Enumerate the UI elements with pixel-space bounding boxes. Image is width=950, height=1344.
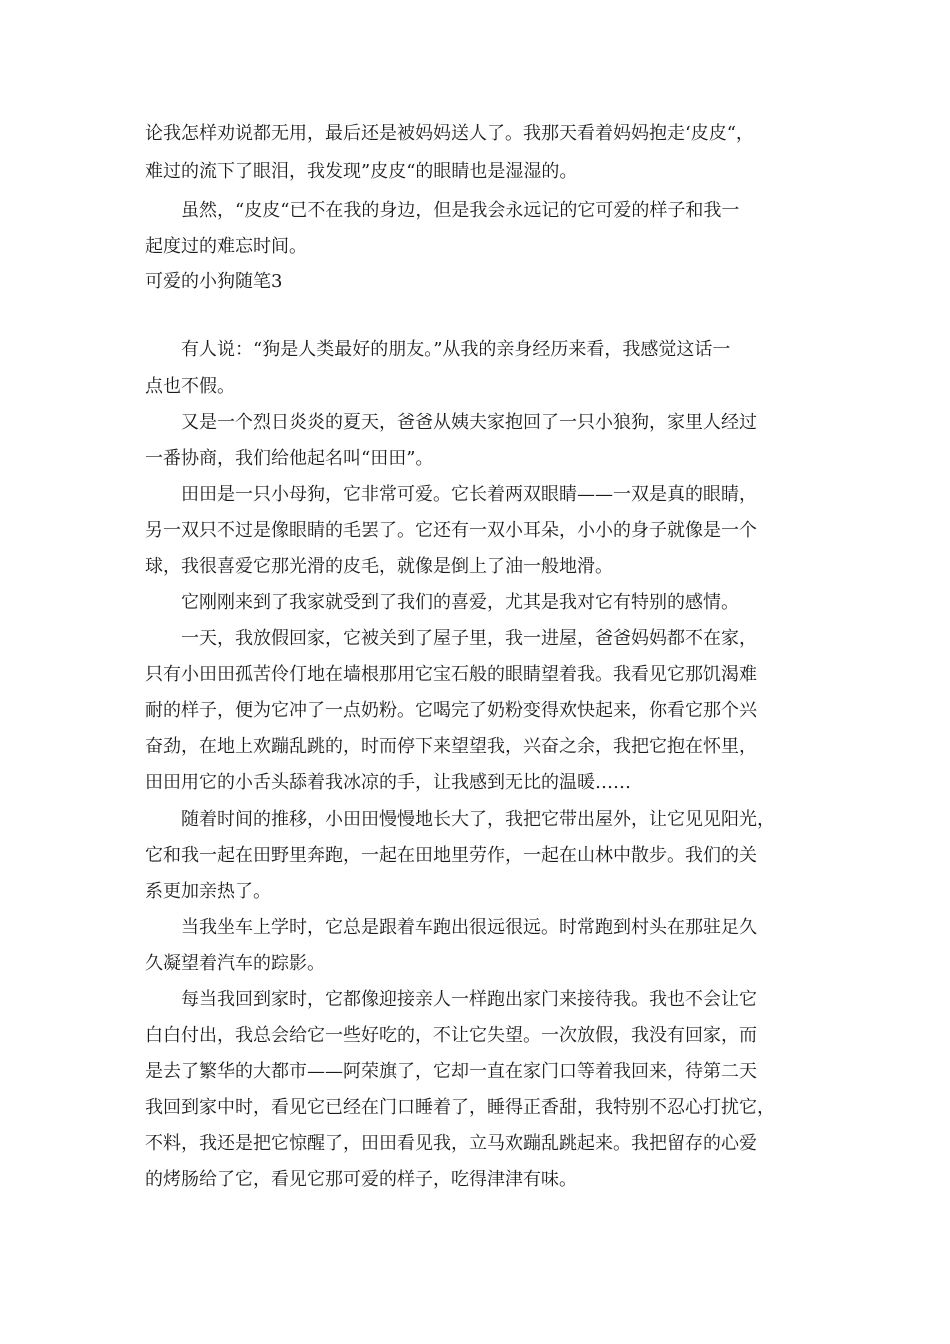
text-line: 点也不假。 (145, 376, 235, 397)
text-line: 耐的样子，便为它冲了一点奶粉。它喝完了奶粉变得欢快起来，你看它那个兴 (145, 700, 757, 721)
text-line: 是去了繁华的大都市——阿荣旗了，它却一直在家门口等着我回来，待第二天 (145, 1061, 757, 1082)
text-line: 起度过的难忘时间。 (145, 236, 307, 257)
text-line: 只有小田田孤苦伶仃地在墙根那用它宝石般的眼睛望着我。我看见它那饥渴难 (145, 664, 757, 685)
text-line: 论我怎样劝说都无用，最后还是被妈妈送人了。我那天看着妈妈抱走‘皮皮“， (145, 123, 754, 144)
text-line: 田田是一只小母狗，它非常可爱。它长着两双眼睛——一双是真的眼睛， (145, 484, 757, 505)
text-line: 一番协商，我们给他起名叫“田田”。 (145, 448, 434, 469)
text-line: 另一双只不过是像眼睛的毛罢了。它还有一双小耳朵，小小的身子就像是一个 (145, 520, 757, 541)
text-line: 的烤肠给了它，看见它那可爱的样子，吃得津津有味。 (145, 1169, 577, 1190)
section-heading: 可爱的小狗随笔3 (145, 271, 283, 292)
text-line: 有人说：“狗是人类最好的朋友。”从我的亲身经历来看，我感觉这话一 (145, 339, 731, 360)
text-line: 它和我一起在田野里奔跑，一起在田地里劳作，一起在山林中散步。我们的关 (145, 845, 757, 866)
text-line: 又是一个烈日炎炎的夏天，爸爸从姨夫家抱回了一只小狼狗，家里人经过 (145, 412, 757, 433)
text-line: 奋劲，在地上欢蹦乱跳的，时而停下来望望我，兴奋之余，我把它抱在怀里， (145, 736, 757, 757)
text-line: 当我坐车上学时，它总是跟着车跑出很远很远。时常跑到村头在那驻足久 (145, 917, 757, 938)
text-line: 虽然，“皮皮“已不在我的身边，但是我会永远记的它可爱的样子和我一 (145, 200, 740, 221)
text-line: 随着时间的推移，小田田慢慢地长大了，我把它带出屋外，让它见见阳光， (145, 809, 775, 830)
text-line: 我回到家中时，看见它已经在门口睡着了，睡得正香甜，我特别不忍心打扰它， (145, 1097, 775, 1118)
text-line: 每当我回到家时，它都像迎接亲人一样跑出家门来接待我。我也不会让它 (145, 989, 757, 1010)
text-line: 它刚刚来到了我家就受到了我们的喜爱，尤其是我对它有特别的感情。 (145, 592, 739, 613)
text-line: 系更加亲热了。 (145, 881, 271, 902)
text-line: 白白付出，我总会给它一些好吃的，不让它失望。一次放假，我没有回家，而 (145, 1025, 757, 1046)
text-line: 不料，我还是把它惊醒了，田田看见我，立马欢蹦乱跳起来。我把留存的心爱 (145, 1133, 757, 1154)
text-line: 田田用它的小舌头舔着我冰凉的手，让我感到无比的温暖…… (145, 772, 631, 793)
text-line: 久凝望着汽车的踪影。 (145, 953, 325, 974)
text-line: 一天，我放假回家，它被关到了屋子里，我一进屋，爸爸妈妈都不在家， (145, 628, 757, 649)
text-line: 难过的流下了眼泪，我发现”皮皮“的眼睛也是湿湿的。 (145, 161, 578, 182)
text-line: 球，我很喜爱它那光滑的皮毛，就像是倒上了油一般地滑。 (145, 556, 613, 577)
